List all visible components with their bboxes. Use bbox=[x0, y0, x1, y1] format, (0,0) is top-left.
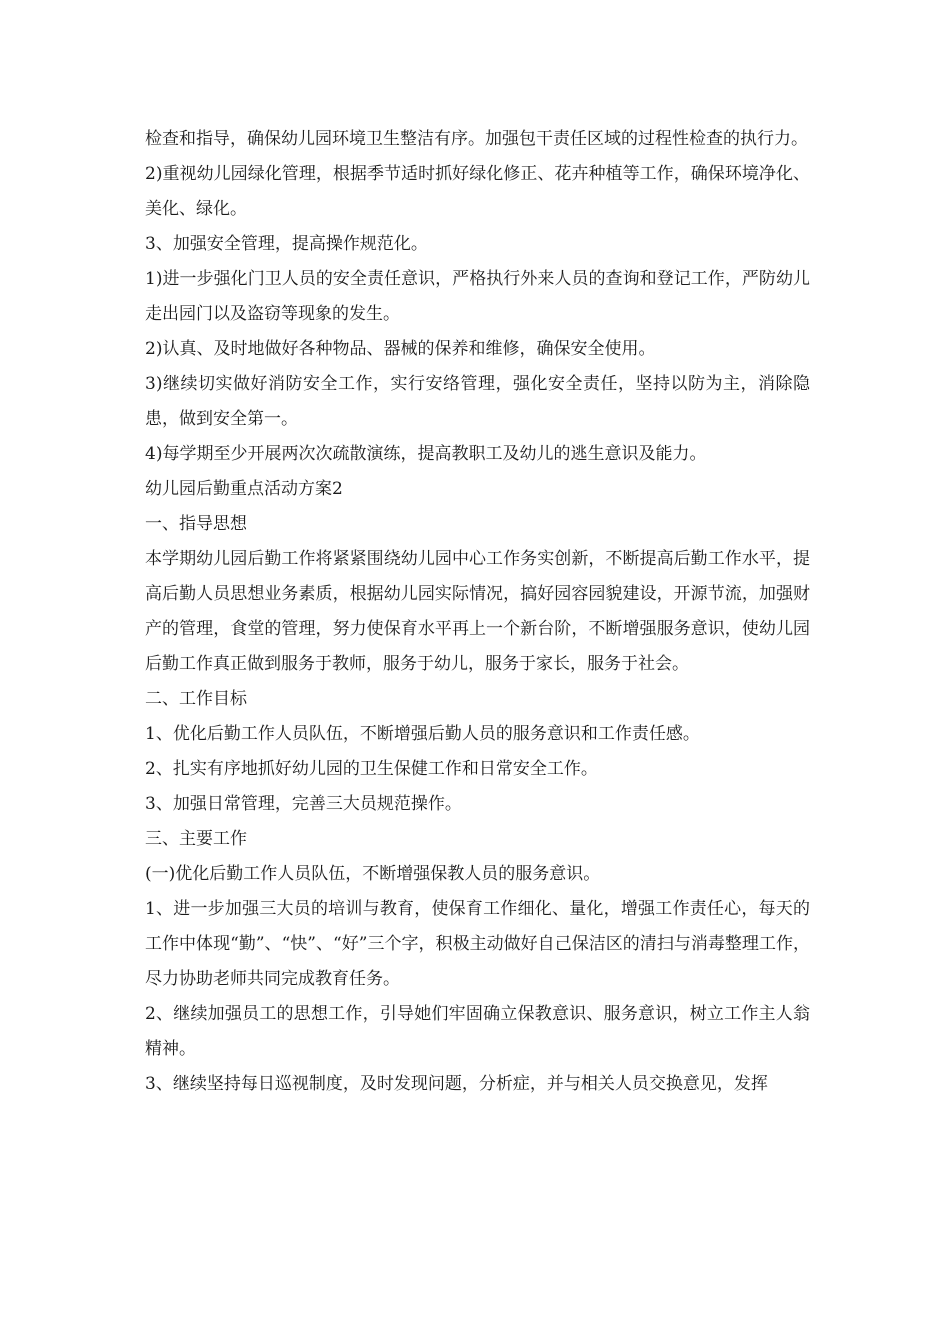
paragraph-fire-safety: 3)继续切实做好消防安全工作，实行安络管理，强化安全责任，坚持以防为主，消除隐患，做到安全第一。 bbox=[145, 374, 810, 429]
paragraph-ideology: 本学期幼儿园后勤工作将紧紧围绕幼儿园中心工作务实创新，不断提高后勤工作水平，提高后勤人员思想业务素质，根据幼儿园实际情况，搞好园容园貌建设，开源节流，加强财产的管理，食堂的管理，努力使保育水平再上一个新台阶，不断增强服务意识，使幼儿园后勤工作真正做到服务于教师，服务于幼儿，服务于家长，服务于社会。 bbox=[145, 549, 810, 674]
paragraph-goal-1: 1、优化后勤工作人员队伍，不断增强后勤人员的服务意识和工作责任感。 bbox=[145, 724, 700, 744]
paragraph-evacuation-drill: 4)每学期至少开展两次次疏散演练，提高教职工及幼儿的逃生意识及能力。 bbox=[145, 444, 707, 464]
paragraph-greening: 2)重视幼儿园绿化管理，根据季节适时抓好绿化修正、花卉种植等工作，确保环境净化、美化、绿化。 bbox=[145, 164, 810, 219]
heading-main-work: 三、主要工作 bbox=[145, 829, 247, 849]
paragraph-safety-heading: 3、加强安全管理，提高操作规范化。 bbox=[145, 234, 428, 254]
paragraph-hygiene-check: 检查和指导，确保幼儿园环境卫生整洁有序。加强包干责任区域的过程性检查的执行力。 bbox=[145, 129, 808, 149]
paragraph-staff-training: 1、进一步加强三大员的培训与教育，使保育工作细化、量化，增强工作责任心，每天的工作中体现“勤”、“快”、“好”三个字，积极主动做好自己保洁区的清扫与消毒整理工作，尽力协助老师共同完成教育任务。 bbox=[145, 899, 810, 989]
heading-work-goals: 二、工作目标 bbox=[145, 689, 247, 709]
paragraph-maintenance: 2)认真、及时地做好各种物品、器械的保养和维修，确保安全使用。 bbox=[145, 339, 656, 359]
paragraph-goal-2: 2、扎实有序地抓好幼儿园的卫生保健工作和日常安全工作。 bbox=[145, 759, 598, 779]
paragraph-guard-duty: 1)进一步强化门卫人员的安全责任意识，严格执行外来人员的查询和登记工作，严防幼儿走出园门以及盗窃等现象的发生。 bbox=[145, 269, 810, 324]
paragraph-work-1-heading: (一)优化后勤工作人员队伍，不断增强保教人员的服务意识。 bbox=[145, 864, 601, 884]
paragraph-staff-mindset: 2、继续加强员工的思想工作，引导她们牢固确立保教意识、服务意识，树立工作主人翁精神。 bbox=[145, 1004, 810, 1059]
section-title-plan-2: 幼儿园后勤重点活动方案2 bbox=[145, 479, 343, 499]
document-body bbox=[145, 122, 810, 1102]
paragraph-goal-3: 3、加强日常管理，完善三大员规范操作。 bbox=[145, 794, 462, 814]
paragraph-daily-inspection: 3、继续坚持每日巡视制度，及时发现问题，分析症，并与相关人员交换意见，发挥 bbox=[145, 1074, 768, 1094]
heading-guiding-ideology: 一、指导思想 bbox=[145, 514, 247, 534]
